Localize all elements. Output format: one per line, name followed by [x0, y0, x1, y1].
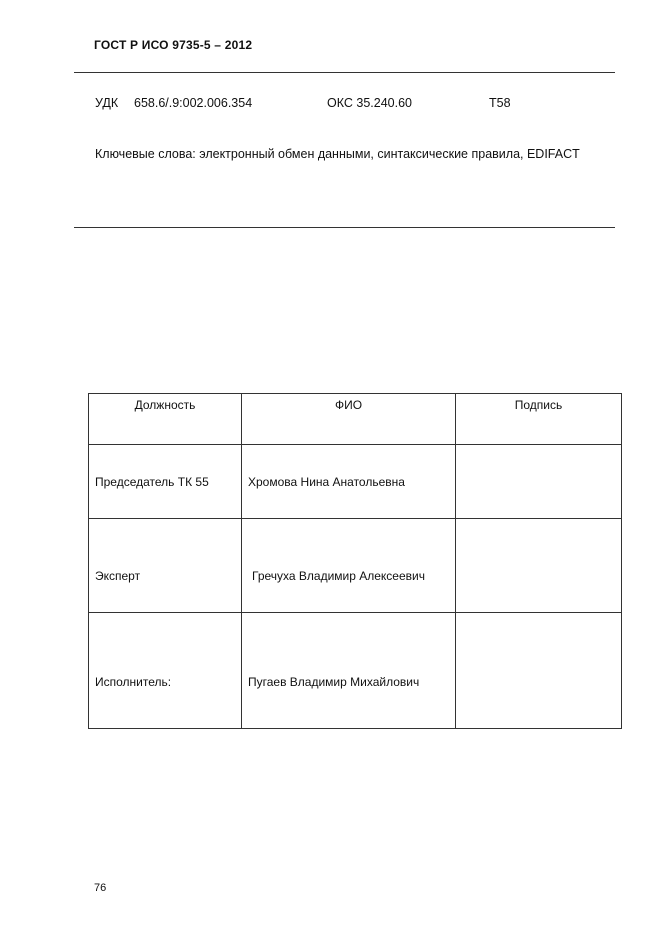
keywords: Ключевые слова: электронный обмен данными, синтаксические правила, EDIFACT [95, 147, 580, 161]
page-number: 76 [94, 882, 107, 894]
header-position: Должность [89, 394, 242, 445]
udk-value: 658.6/.9:002.006.354 [134, 96, 253, 110]
document-header: ГОСТ Р ИСО 9735-5 – 2012 [94, 38, 253, 52]
t-code: Т58 [489, 96, 511, 110]
bottom-rule [74, 227, 615, 228]
signature-table [88, 393, 622, 729]
table-row [89, 445, 622, 519]
signature-cell [456, 445, 622, 519]
position-cell: Эксперт [89, 519, 242, 613]
name-cell: Гречуха Владимир Алексеевич [242, 519, 456, 613]
name-cell: Хромова Нина Анатольевна [242, 445, 456, 519]
header-name: ФИО [242, 394, 456, 445]
udk-label: УДК [95, 96, 119, 110]
table-row [89, 519, 622, 613]
table-header-row [89, 394, 622, 445]
table-row [89, 613, 622, 729]
signature-cell [456, 519, 622, 613]
oks-code: ОКС 35.240.60 [327, 96, 412, 110]
position-cell: Председатель ТК 55 [89, 445, 242, 519]
signature-cell [456, 613, 622, 729]
header-signature: Подпись [456, 394, 622, 445]
classifier-line [0, 96, 661, 112]
top-rule [74, 72, 615, 73]
position-cell: Исполнитель: [89, 613, 242, 729]
name-cell: Пугаев Владимир Михайлович [242, 613, 456, 729]
